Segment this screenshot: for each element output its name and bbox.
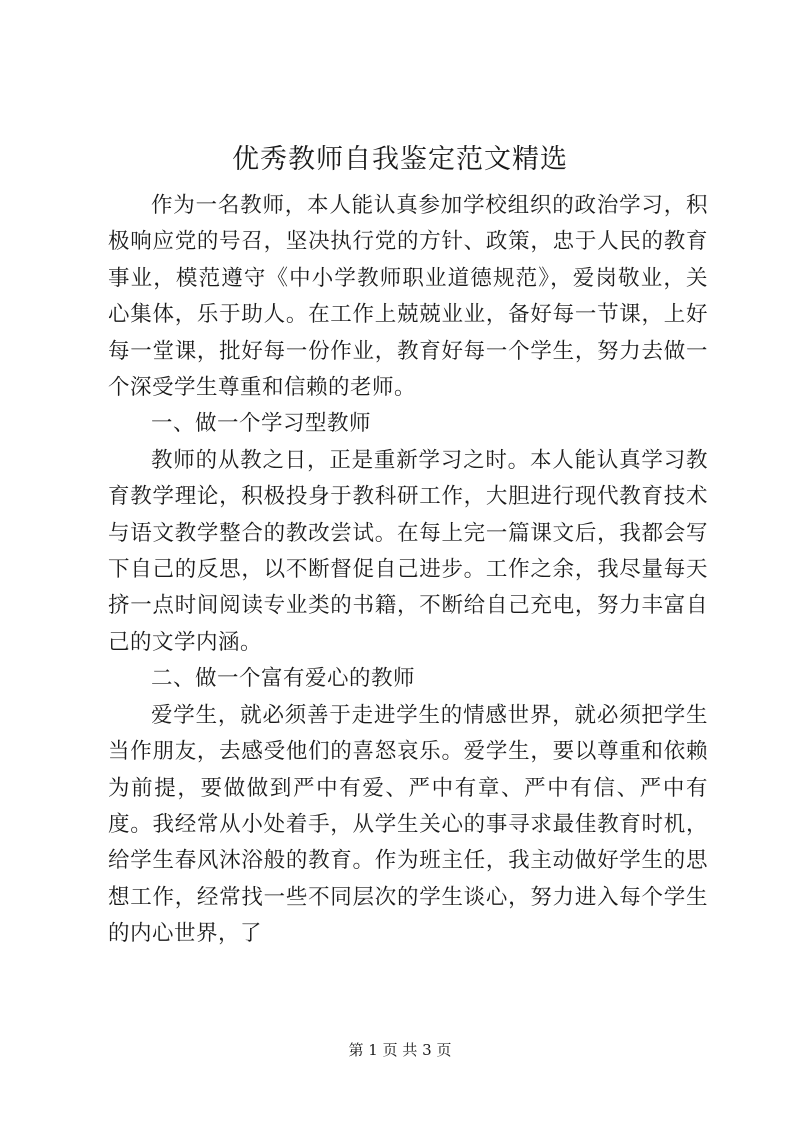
page-number-footer: 第 1 页 共 3 页 [348, 1041, 452, 1059]
paragraph: 爱学生，就必须善于走进学生的情感世界，就必须把学生当作朋友，去感受他们的喜怒哀乐。爱学生，要以尊重和依赖为前提，要做做到严中有爱、严中有章、严中有信、严中有度。我经常从小处着手，从学生关心的事寻求最佳教育时机，给学生春风沐浴般的教育。作为班主任，我主动做好学生的思想工作，经常找一些不同层次的学生谈心，努力进入每个学生的内心世界，了 [108, 702, 708, 947]
section-heading: 一、做一个学习型教师 [151, 411, 372, 437]
document-body [108, 188, 708, 953]
section-heading: 二、做一个富有爱心的教师 [151, 666, 416, 692]
paragraph: 作为一名教师，本人能认真参加学校组织的政治学习，积极响应党的号召，坚决执行党的方针、政策，忠于人民的教育事业，模范遵守《中小学教师职业道德规范》，爱岗敬业，关心集体，乐于助人。在工作上兢兢业业，备好每一节课，上好每一堂课，批好每一份作业，教育好每一个学生，努力去做一个深受学生尊重和信赖的老师。 [108, 193, 708, 401]
page-title: 优秀教师自我鉴定范文精选 [232, 144, 568, 175]
paragraph: 教师的从教之日，正是重新学习之时。本人能认真学习教育教学理论，积极投身于教科研工作，大胆进行现代教育技术与语文教学整合的教改尝试。在每上完一篇课文后，我都会写下自己的反思，以不断督促自己进步。工作之余，我尽量每天挤一点时间阅读专业类的书籍，不断给自己充电，努力丰富自己的文学内涵。 [108, 447, 708, 655]
